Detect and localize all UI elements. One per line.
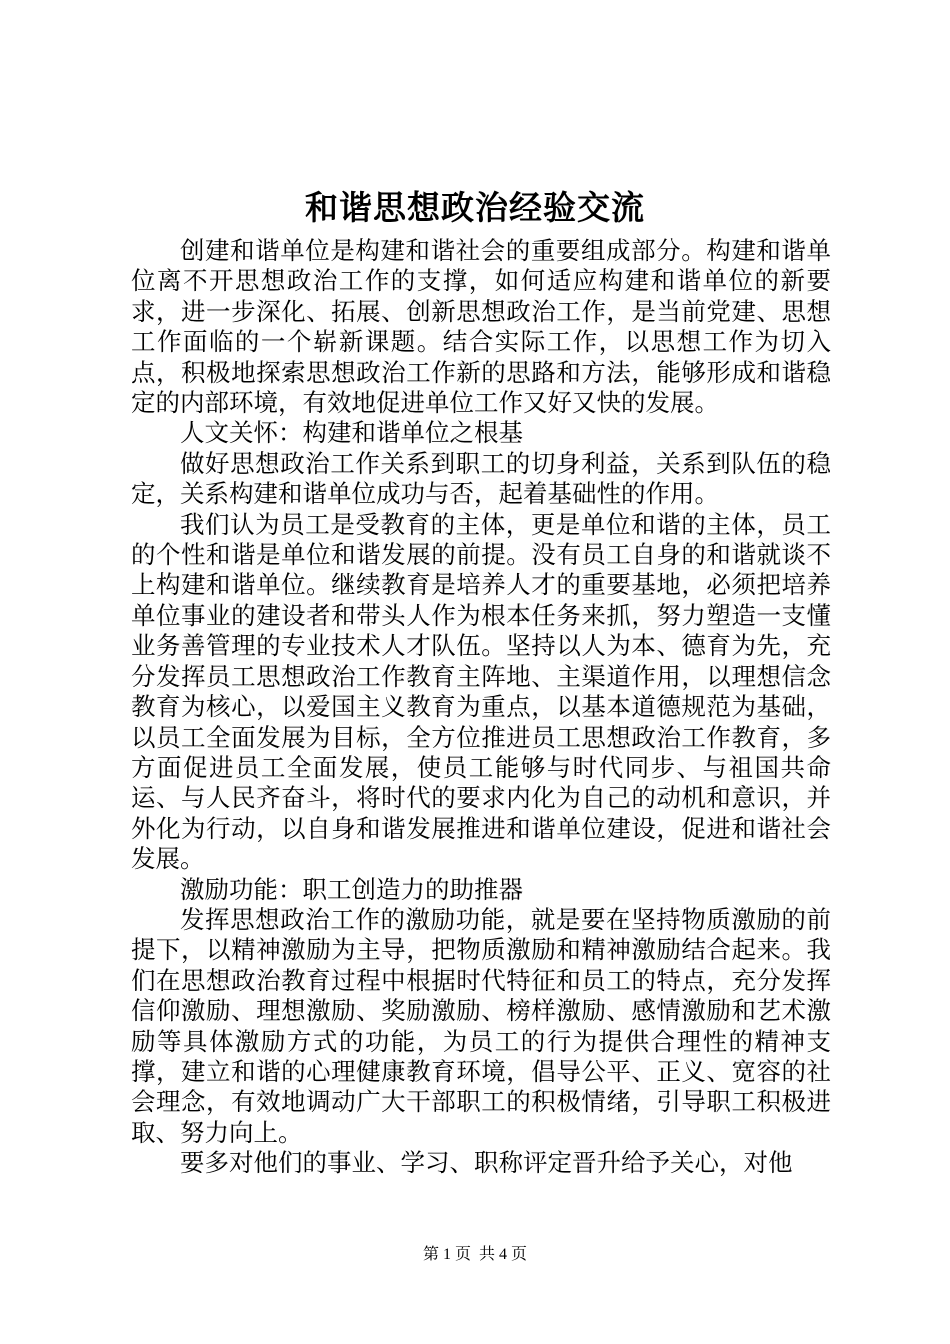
document-body [131, 236, 831, 1179]
page-number-label: 第 1 页 共 4 页 [422, 1246, 527, 1263]
paragraph-intro: 创建和谐单位是构建和谐社会的重要组成部分。构建和谐单位离不开思想政治工作的支撑，如何适应构建和谐单位的新要求，进一步深化、拓展、创新思想政治工作，是当前党建、思想工作面临的一个崭新课题。结合实际工作，以思想工作为切入点，积极地探索思想政治工作新的思路和方法，能够形成和谐稳定的内部环境，有效地促进单位工作又好又快的发展。 [131, 236, 831, 418]
paragraph-ideology-work: 做好思想政治工作关系到职工的切身利益，关系到队伍的稳定，关系构建和谐单位成功与否，起着基础性的作用。 [131, 448, 831, 509]
paragraph-employee-education: 我们认为员工是受教育的主体，更是单位和谐的主体，员工的个性和谐是单位和谐发展的前提。没有员工自身的和谐就谈不上构建和谐单位。继续教育是培养人才的重要基地，必须把培养单位事业的建设者和带头人作为根本任务来抓，努力塑造一支懂业务善管理的专业技术人才队伍。坚持以人为本、德育为先，充分发挥员工思想政治工作教育主阵地、主渠道作用，以理想信念教育为核心，以爱国主义教育为重点，以基本道德规范为基础，以员工全面发展为目标，全方位推进员工思想政治工作教育，多方面促进员工全面发展，使员工能够与时代同步、与祖国共命运、与人民齐奋斗，将时代的要求内化为自己的动机和意识，并外化为行动，以自身和谐发展推进和谐单位建设，促进和谐社会发展。 [131, 509, 831, 874]
paragraph-care-continued: 要多对他们的事业、学习、职称评定晋升给予关心，对他 [180, 1148, 793, 1178]
section-heading-humanistic-care: 人文关怀：构建和谐单位之根基 [180, 418, 523, 448]
document-title: 和谐思想政治经验交流 [305, 188, 645, 227]
paragraph-incentive: 发挥思想政治工作的激励功能，就是要在坚持物质激励的前提下，以精神激励为主导，把物质激励和精神激励结合起来。我们在思想政治教育过程中根据时代特征和员工的特点，充分发挥信仰激励、理想激励、奖励激励、榜样激励、感情激励和艺术激励等具体激励方式的功能，为员工的行为提供合理性的精神支撑，建立和谐的心理健康教育环境，倡导公平、正义、宽容的社会理念，有效地调动广大干部职工的积极情绪，引导职工积极进取、努力向上。 [131, 904, 831, 1147]
page-footer [0, 1244, 950, 1266]
section-heading-incentive-function: 激励功能：职工创造力的助推器 [180, 874, 523, 904]
